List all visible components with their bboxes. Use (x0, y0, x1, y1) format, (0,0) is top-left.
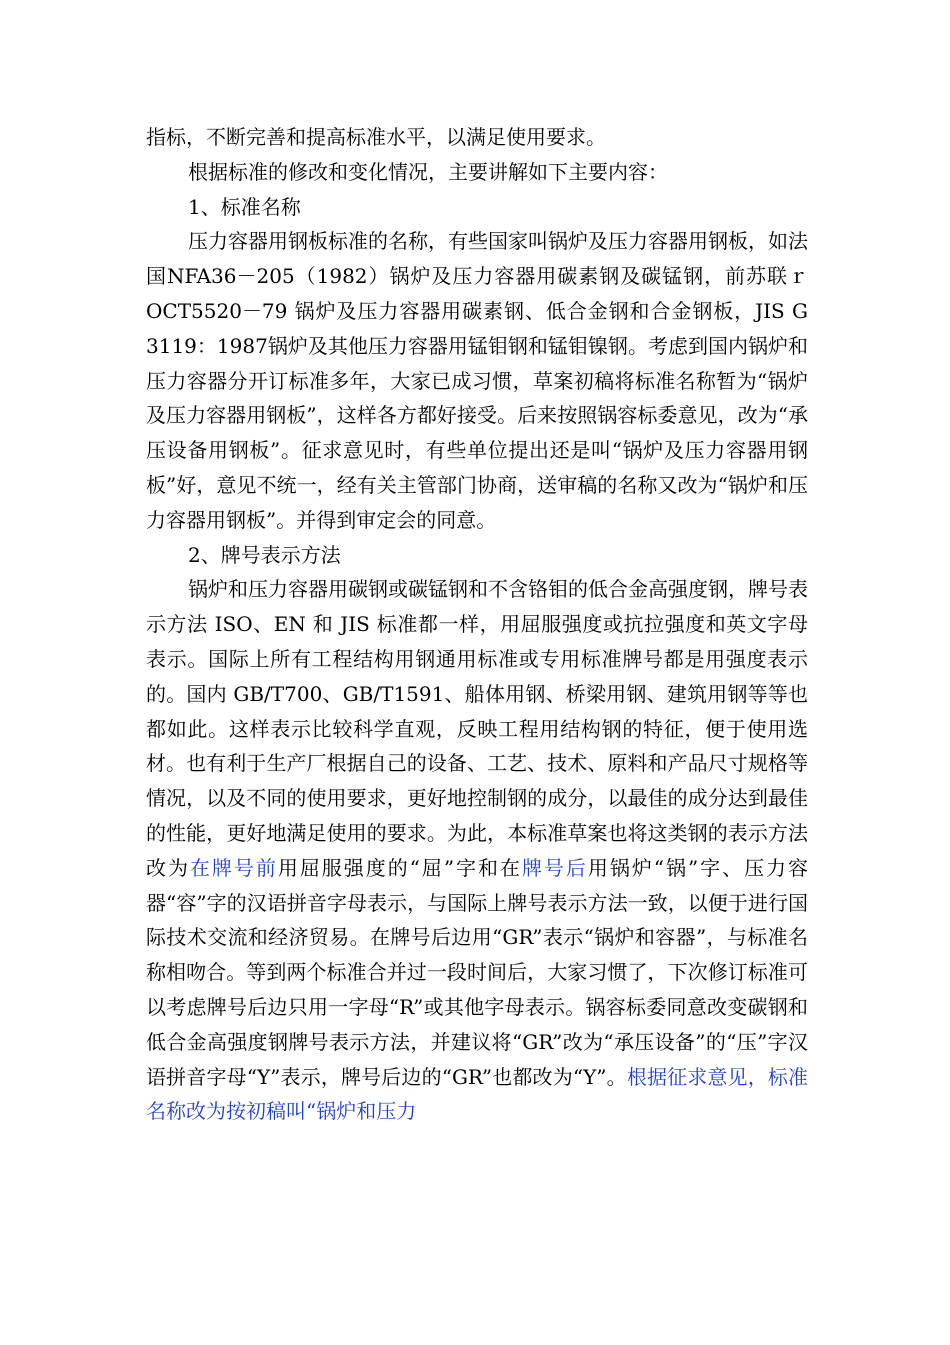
paragraph-intro: 根据标准的修改和变化情况，主要讲解如下主要内容： (188, 159, 668, 184)
section-heading-grade-notation: 2、牌号表示方法 (188, 542, 341, 567)
section-heading-standard-name: 1、标准名称 (188, 194, 301, 219)
highlighted-text: 根据征求意见，标准名称改为按初稿叫“锅炉和压力 (146, 1064, 808, 1124)
text-run: 锅炉和压力容器用碳钢或碳锰钢和不含铬钼的低合金高强度钢，牌号表示方法 ISO、EN 和 JIS 标准都一样，用屈服强度或抗拉强度和英文字母表示。国际上所有工程结构用钢通用标准或专用标准牌号都是用强度表示的。国内 GB/T700、GB/T1591、船体用钢、桥梁用钢、建筑用钢等等也都如此。这样表示比较科学直观，反映工程用结构钢的特征，便于使用选材。也有利于生产厂根据自己的设备、工艺、技术、原料和产品尺寸规格等情况，以及不同的使用要求，更好地控制钢的成分，以最佳的成分达到最佳的性能，更好地满足使用的要求。为此，本标准草案也将这类钢的表示方法改为 (146, 577, 808, 880)
text-run: 用锅炉“锅”字、压力容器“容”字的汉语拼音字母表示，与国际上牌号表示方法一致，以便于进行国际技术交流和经济贸易。在牌号后边用“GR”表示“锅炉和容器”，与标准名称相吻合。等到两个标准合并过一段时间后，大家习惯了，下次修订标准可以考虑牌号后边只用一字母“R”或其他字母表示。锅容标委同意改变碳钢和低合金高强度钢牌号表示方法，并建议将“GR”改为“承压设备”的“压”字汉语拼音字母“Y”表示，牌号后边的“GR”也都改为“Y”。 (146, 855, 809, 1089)
paragraph-continuation: 指标，不断完善和提高标准水平，以满足使用要求。 (146, 125, 606, 149)
document-body (146, 120, 808, 1129)
text-run: 用屈服强度的“屈”字和在 (277, 855, 522, 880)
paragraph-grade-notation (146, 572, 808, 1129)
highlighted-text: 在牌号前 (189, 855, 278, 880)
paragraph-standard-name: 压力容器用钢板标准的名称，有些国家叫锅炉及压力容器用钢板，如法国NFA36－205（1982）锅炉及压力容器用碳素钢及碳锰钢，前苏联ｒOCT5520－79 锅炉及压力容器用碳素钢、低合金钢和合金钢板，JIS G 3119：1987锅炉及其他压力容器用锰钼钢和锰钼镍钢。考虑到国内锅炉和压力容器分开订标准多年，大家已成习惯，草案初稿将标准名称暂为“锅炉及压力容器用钢板”，这样各方都好接受。后来按照锅容标委意见，改为“承压设备用钢板”。征求意见时，有些单位提出还是叫“锅炉及压力容器用钢板”好，意见不统一，经有关主管部门协商，送审稿的名称又改为“锅炉和压力容器用钢板”。并得到审定会的同意。 (146, 229, 808, 532)
highlighted-text: 牌号后 (521, 855, 588, 880)
